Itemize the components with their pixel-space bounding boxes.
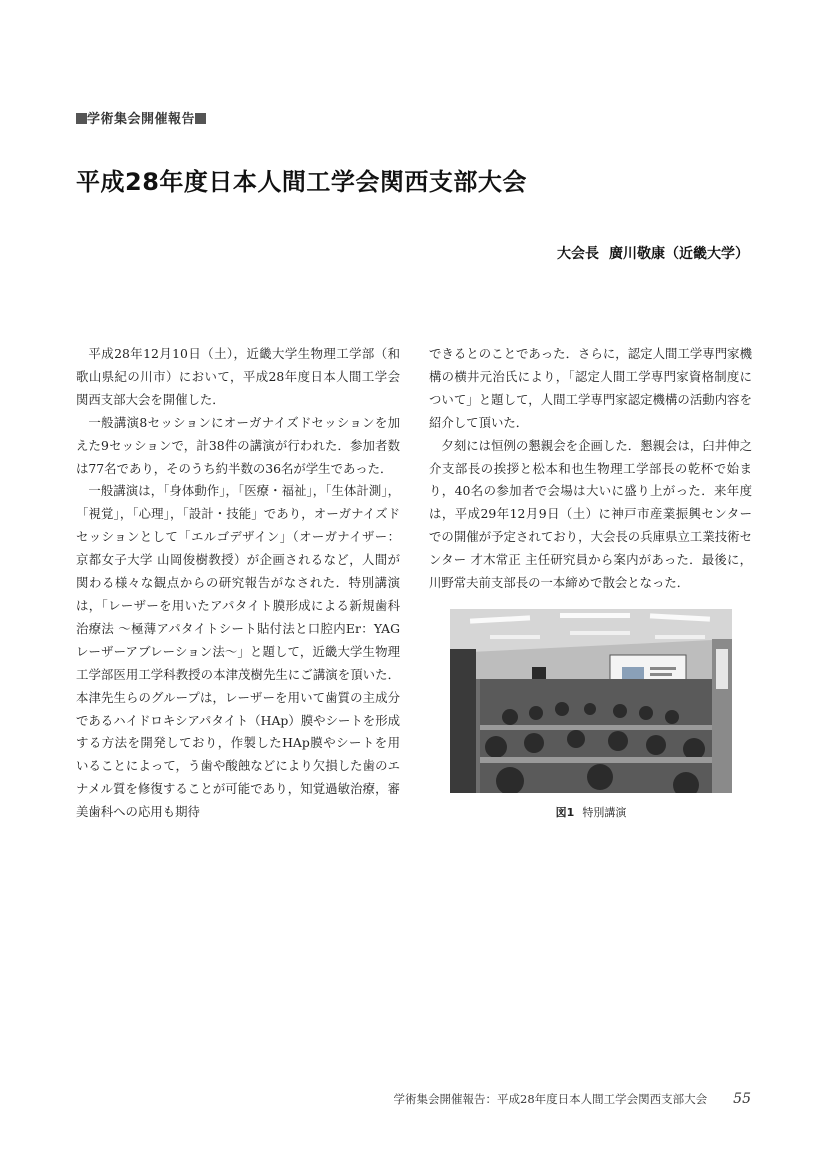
paragraph: 平成28年12月10日（土），近畿大学生物理工学部（和歌山県紀の川市）において，平成28年度日本人間工学会関西支部大会を開催した． bbox=[76, 346, 400, 407]
author-role: 大会長 bbox=[557, 246, 599, 262]
figure-caption bbox=[450, 804, 732, 820]
square-bullet-icon bbox=[195, 113, 206, 124]
page-number: 55 bbox=[733, 1091, 751, 1107]
running-title: 学術集会開催報告：平成28年度日本人間工学会関西支部大会 bbox=[393, 1092, 708, 1106]
category-label: 学術集会開催報告 bbox=[87, 112, 196, 127]
page-title: 平成28年度日本人間工学会関西支部大会 bbox=[76, 168, 527, 196]
figure-caption-text: 特別講演 bbox=[582, 806, 627, 819]
lecture-photo bbox=[450, 609, 732, 793]
left-column bbox=[76, 343, 400, 824]
paragraph: 一般講演8セッションにオーガナイズドセッションを加えた9セッションで，計38件の講演が行われた．参加者数は77名であり，そのうち約半数の36名が学生であった． bbox=[76, 414, 400, 476]
figure-label: 図1 bbox=[555, 806, 575, 819]
author-name: 廣川敬康（近畿大学） bbox=[609, 246, 749, 262]
paragraph: 夕刻には恒例の懇親会を企画した．懇親会は，臼井伸之介支部長の挨拶と松本和也生物理工学部長の乾杯で始まり，40名の参加者で会場は大いに盛り上がった．来年度は，平成29年12月9日（土）に神戸市産業振興センターでの開催が予定されており，大会長の兵庫県立工業技術センター 才木常正 主任研究員から案内があった．最後に，川野常夫前支部長の一本締めで散会となった． bbox=[429, 437, 752, 591]
square-bullet-icon bbox=[76, 113, 87, 124]
right-column bbox=[429, 343, 752, 595]
paragraph: 一般講演は，「身体動作」，「医療・福祉」，「生体計測」，「視覚」，「心理」，「設計・技能」であり，オーガナイズドセッションとして「エルゴデザイン」（オーガナイザー：京都女子大学 山岡俊樹教授）が企画されるなど，人間が関わる様々な観点からの研究報告がなされた．特別講演は，「レーザーを用いたアパタイト膜形成による新規歯科治療法 〜極薄アパタイトシート貼付法と口腔内Er：YAGレーザーアブレーション法〜」と題して，近畿大学生物理工学部医用工学科教授の本津茂樹先生にご講演を頂いた．本津先生らのグループは，レーザーを用いて歯質の主成分であるハイドロキシアパタイト（HAp）膜やシートを形成する方法を開発しており，作製したHAp膜やシートを用いることによって，う歯や酸蝕などにより欠損した歯のエナメル質を修復することが可能であり，知覚過敏治療，審美歯科への応用も期待 bbox=[76, 483, 400, 820]
page-footer bbox=[394, 1091, 751, 1107]
lecture-hall-image bbox=[450, 609, 732, 793]
paragraph-continued: できるとのことであった．さらに，認定人間工学専門家機構の横井元治氏により，「認定人間工学専門家資格制度について」と題して，人間工学専門家認定機構の活動内容を紹介して頂いた． bbox=[429, 346, 752, 430]
author-line bbox=[557, 243, 749, 263]
section-category bbox=[76, 108, 206, 127]
